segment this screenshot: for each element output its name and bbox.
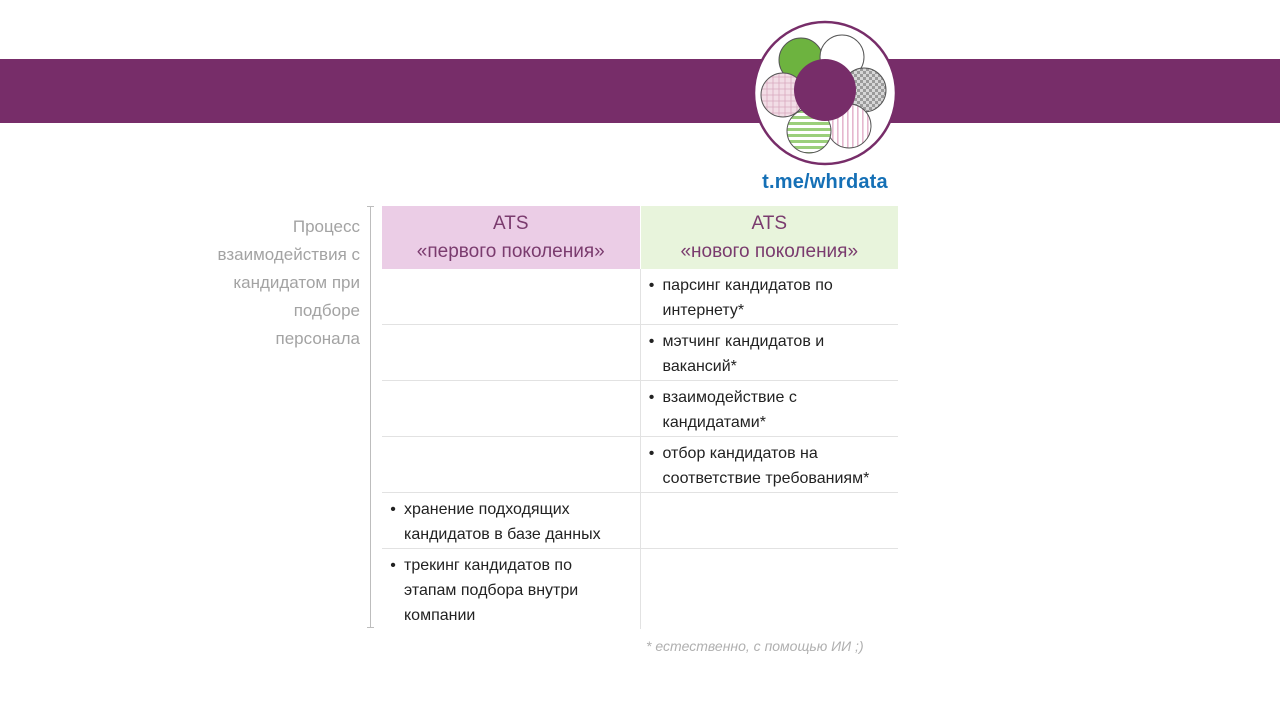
list-item-line: соответствие требованиям* <box>662 470 870 487</box>
list-item-line: интернету* <box>662 302 745 319</box>
list-item <box>641 269 895 323</box>
table-row <box>382 325 898 381</box>
list-item-line: кандидатов в базе данных <box>404 526 601 543</box>
list-item-text <box>663 329 895 379</box>
header-subtitle: «нового поколения» <box>680 240 859 262</box>
list-item <box>641 325 895 379</box>
list-item-line: этапам подбора внутри <box>404 582 579 599</box>
cell-new-generation <box>640 325 898 381</box>
header-new-generation <box>640 206 898 269</box>
cell-new-generation <box>640 437 898 493</box>
list-item-line: компании <box>404 607 476 624</box>
bullet-icon: • <box>648 445 655 462</box>
vertical-axis-line <box>370 206 371 628</box>
side-label-line: подборе <box>293 301 360 320</box>
cell-first-generation <box>382 381 640 437</box>
footnote: * естественно, с помощью ИИ ;) <box>646 638 864 654</box>
side-label-line: персонала <box>275 329 360 348</box>
header-row <box>382 206 898 269</box>
cell-first-generation <box>382 437 640 493</box>
list-item-line: хранение подходящих <box>404 501 570 518</box>
table-row <box>382 269 898 325</box>
bullet-icon: • <box>390 501 396 518</box>
header-title: ATS <box>492 212 529 234</box>
table-row <box>382 437 898 493</box>
bullet-icon: • <box>648 333 655 350</box>
list-item-text <box>663 441 895 491</box>
table-body <box>382 269 898 629</box>
header-title: ATS <box>751 212 788 234</box>
list-item-line: вакансий* <box>662 358 737 375</box>
side-label-line: Процесс <box>292 217 360 236</box>
header-first-generation <box>382 206 640 269</box>
axis-bottom-cap <box>367 627 374 628</box>
list-item-line: кандидатами* <box>662 414 766 431</box>
list-item-text <box>404 553 636 628</box>
list-item <box>641 437 895 491</box>
table-row <box>382 493 898 549</box>
cell-first-generation <box>382 549 640 630</box>
list-item-text <box>663 273 895 323</box>
list-item-text <box>404 497 636 547</box>
axis-top-cap <box>367 206 374 207</box>
table-row <box>382 549 898 630</box>
cell-first-generation <box>382 269 640 325</box>
cell-new-generation <box>640 493 898 549</box>
bullet-icon: • <box>648 277 655 294</box>
list-item-line: мэтчинг кандидатов и <box>662 333 825 350</box>
cell-first-generation <box>382 493 640 549</box>
list-item-line: взаимодействие с <box>662 389 797 406</box>
header-subtitle: «первого поколения» <box>416 240 605 262</box>
comparison-table <box>382 206 898 629</box>
cell-first-generation <box>382 325 640 381</box>
side-label-line: взаимодействия с <box>217 245 360 264</box>
list-item-line: трекинг кандидатов по <box>404 557 572 574</box>
list-item <box>382 549 636 628</box>
list-item-line: отбор кандидатов на <box>662 445 818 462</box>
cell-new-generation <box>640 549 898 630</box>
cell-new-generation <box>640 381 898 437</box>
list-item-text <box>663 385 895 435</box>
telegram-link[interactable]: t.me/whrdata <box>762 171 888 193</box>
side-label-line: кандидатом при <box>233 273 360 292</box>
bullet-icon: • <box>648 389 655 406</box>
list-item <box>641 381 895 435</box>
bullet-icon: • <box>390 557 396 574</box>
list-item <box>382 493 636 547</box>
list-item-line: парсинг кандидатов по <box>662 277 833 294</box>
table-row <box>382 381 898 437</box>
cell-new-generation <box>640 269 898 325</box>
flower-logo-icon <box>752 20 898 166</box>
side-label <box>200 213 360 353</box>
header-band <box>0 59 1280 123</box>
